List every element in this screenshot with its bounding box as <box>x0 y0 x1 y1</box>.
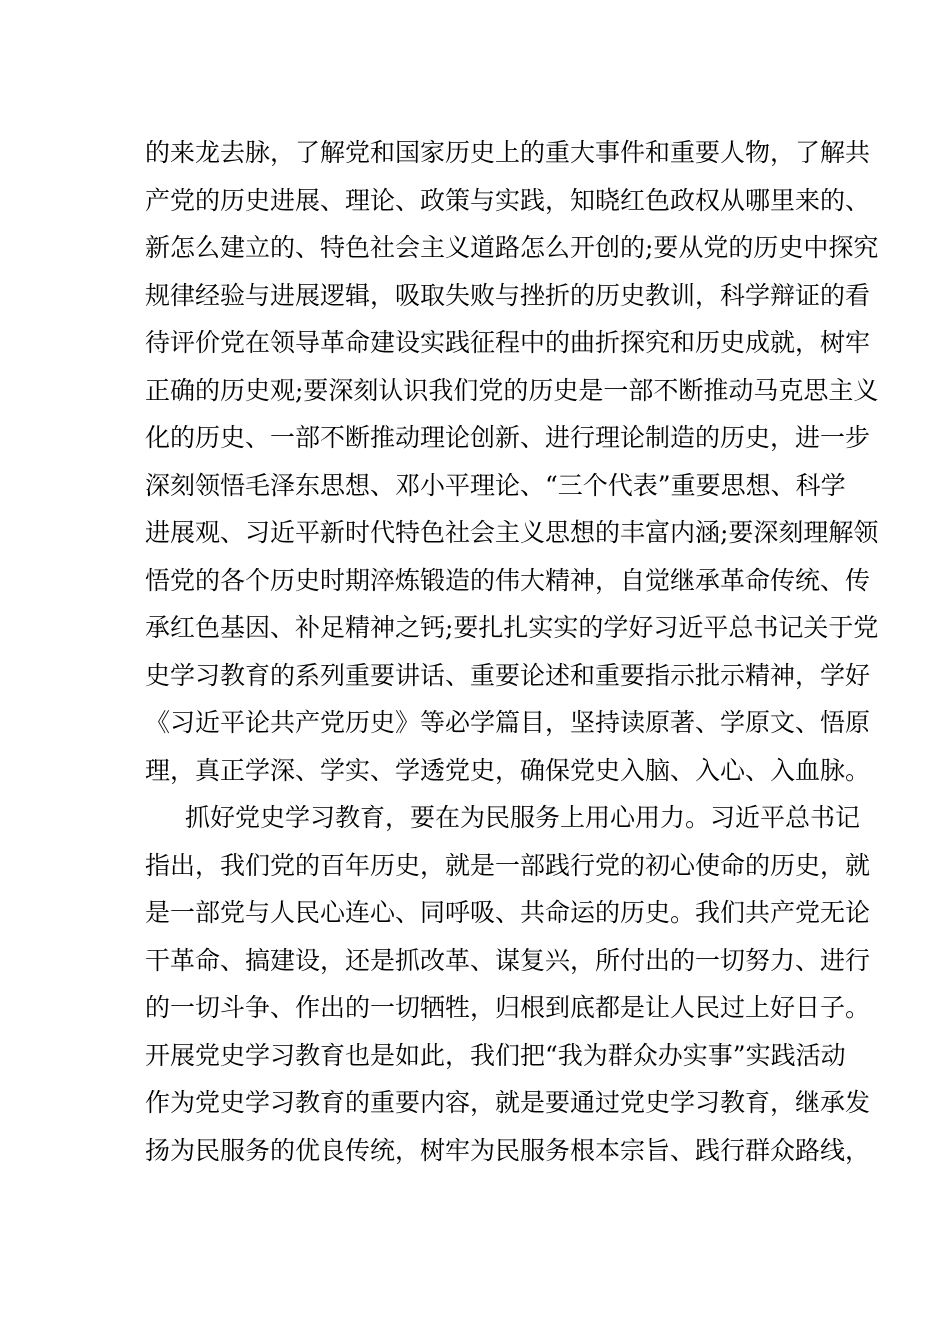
text-line: 化的历史、一部不断推动理论创新、进行理论制造的历史，进一步 <box>145 423 871 452</box>
text-line: 扬为民服务的优良传统，树牢为民服务根本宗旨、践行群众路线， <box>145 1135 871 1165</box>
text-line: 进展观、习近平新时代特色社会主义思想的丰富内涵;要深刻理解领 <box>145 518 879 547</box>
text-line: 开展党史学习教育也是如此，我们把“我为群众办实事”实践活动 <box>145 1040 846 1070</box>
document-body <box>145 129 879 1174</box>
text-line: 承红色基因、补足精神之钙;要扎扎实实的学好习近平总书记关于党 <box>145 613 879 642</box>
text-line: 产党的历史进展、理论、政策与实践，知晓红色政权从哪里来的、 <box>145 185 871 215</box>
text-line: 的一切斗争、作出的一切牺牲，归根到底都是让人民过上好日子。 <box>145 993 871 1022</box>
text-line: 规律经验与进展逻辑，吸取失败与挫折的历史教训，科学辩证的看 <box>145 280 871 310</box>
text-line: 史学习教育的系列重要讲话、重要论述和重要指示批示精神，学好 <box>145 660 871 690</box>
text-line: 悟党的各个历史时期淬炼锻造的伟大精神，自觉继承革命传统、传 <box>145 565 871 595</box>
paragraph-first-line: 抓好党史学习教育，要在为民服务上用心用力。习近平总书记 <box>185 803 861 832</box>
text-line: 作为党史学习教育的重要内容，就是要通过党史学习教育，继承发 <box>145 1088 871 1117</box>
text-line: 指出，我们党的百年历史，就是一部践行党的初心使命的历史，就 <box>145 850 871 880</box>
text-line: 是一部党与人民心连心、同呼吸、共命运的历史。我们共产党无论 <box>145 898 871 927</box>
text-line: 深刻领悟毛泽东思想、邓小平理论、“三个代表”重要思想、科学 <box>145 470 846 500</box>
paragraph-end-line: 理，真正学深、学实、学透党史，确保党史入脑、入心、入血脉。 <box>145 755 871 785</box>
text-line: 待评价党在领导革命建设实践征程中的曲折探究和历史成就，树牢 <box>145 328 871 357</box>
text-line: 《习近平论共产党历史》等必学篇目，坚持读原著、学原文、悟原 <box>145 708 871 737</box>
text-line: 干革命、搞建设，还是抓改革、谋复兴，所付出的一切努力、进行 <box>145 945 871 975</box>
text-line: 的来龙去脉，了解党和国家历史上的重大事件和重要人物，了解共 <box>145 138 871 167</box>
text-line: 新怎么建立的、特色社会主义道路怎么开创的;要从党的历史中探究 <box>145 233 879 262</box>
text-line: 正确的历史观;要深刻认识我们党的历史是一部不断推动马克思主义 <box>145 375 879 405</box>
